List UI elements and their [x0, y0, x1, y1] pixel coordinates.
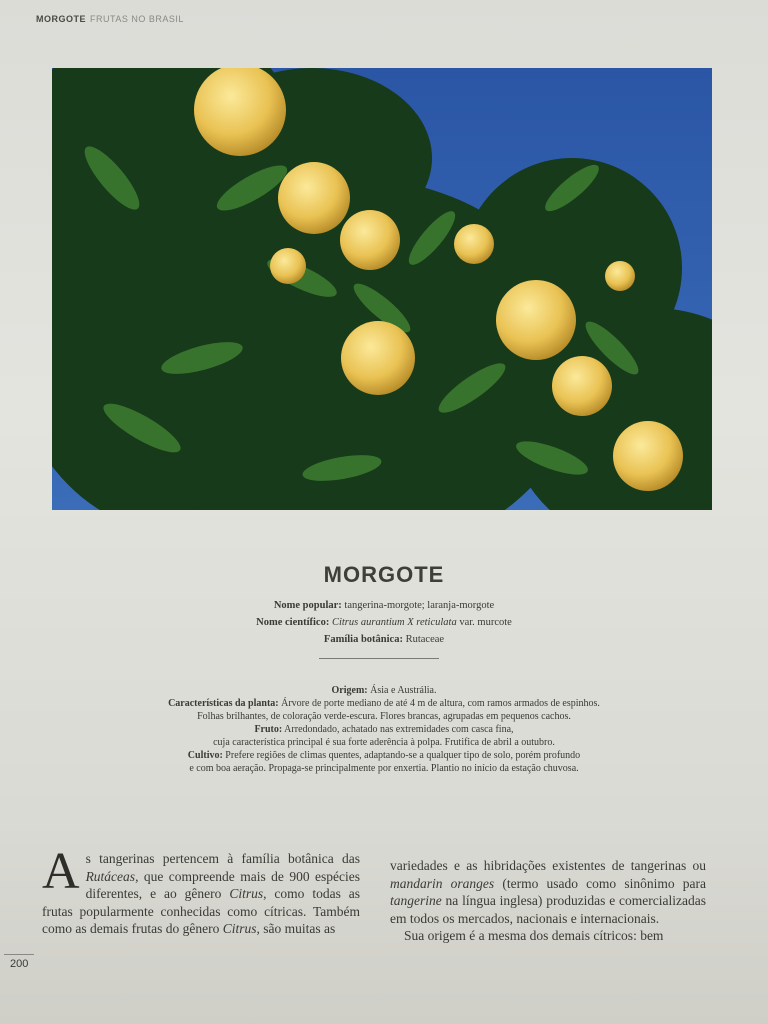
- botanical-family-label: Família botânica:: [323, 634, 403, 645]
- botanical-family-line: [0, 632, 768, 648]
- page-number: 200: [10, 958, 29, 970]
- popular-name-label: Nome popular:: [273, 600, 342, 611]
- body-italic: Rutáceas: [85, 868, 136, 884]
- running-head: [36, 14, 184, 24]
- body-column-left: [42, 843, 360, 938]
- popular-name-value: tangerina-morgote; laranja-morgote: [341, 600, 495, 611]
- origin-label: Origem:: [331, 685, 368, 696]
- popular-name-line: [0, 598, 768, 614]
- cultivation-text-1: Prefere regiões de climas quentes, adaptando-se a qualquer tipo de solo, porém profundo: [222, 750, 581, 761]
- fruit-photo-illustration: [52, 68, 712, 510]
- drop-cap: A: [42, 843, 80, 900]
- page-number-rule: [4, 954, 34, 955]
- fruit-label: Fruto:: [254, 724, 283, 735]
- body-italic: mandarin oranges: [390, 875, 495, 891]
- body-italic: tangerine: [390, 893, 442, 908]
- plant-line-2: Folhas brilhantes, de coloração verde-escura. Flores brancas, agrupadas em pequenos cachos.: [197, 711, 571, 722]
- divider: [319, 658, 439, 659]
- body-italic: Citrus: [222, 921, 257, 936]
- body-text: , que compreende mais de 900 espécies diferentes, e ao gênero: [85, 868, 360, 901]
- body-text: na língua inglesa) produzidas e comercializadas em todos os mercados, nacionais e internacionais.: [390, 893, 706, 926]
- botanical-family-value: Rutaceae: [402, 634, 445, 645]
- plant-line-1: [0, 697, 768, 710]
- body-text: , são muitas as: [256, 921, 336, 936]
- scientific-name-label: Nome científico:: [256, 617, 330, 628]
- body-text: s tangerinas pertencem à família botânica das: [85, 851, 360, 866]
- body-paragraph-right: [390, 857, 706, 927]
- body-text: , como todas as frutas popularmente conhecidas como cítricas. Também como as demais frutas do gênero: [42, 886, 360, 936]
- fruit-text-1: Arredondado, achatado nas extremidades com casca fina,: [282, 724, 514, 735]
- body-paragraph-left: [42, 843, 360, 938]
- origin-value: Ásia e Austrália.: [367, 685, 437, 696]
- plant-label: Características da planta:: [168, 698, 279, 709]
- body-text: variedades e as hibridações existentes de tangerinas ou: [390, 858, 706, 873]
- scientific-name-line: [0, 615, 768, 631]
- origin-line: [0, 684, 768, 697]
- body-paragraph-right-2: Sua origem é a mesma dos demais cítricos: bem: [404, 928, 664, 943]
- fruit-title: MORGOTE: [323, 562, 445, 587]
- body-column-right: [390, 857, 706, 945]
- running-head-section: FRUTAS NO BRASIL: [90, 14, 184, 24]
- details-block: [0, 684, 768, 775]
- body-text: (termo usado como sinônimo para: [494, 875, 706, 891]
- scientific-name-variety: var. murcote: [456, 617, 512, 628]
- plant-text-1: Árvore de porte mediano de até 4 m de altura, com ramos armados de espinhos.: [278, 698, 600, 709]
- cultivation-line-2: e com boa aeração. Propaga-se principalmente por enxertia. Plantio no início da estação chuvosa.: [189, 763, 579, 774]
- running-head-title: MORGOTE: [36, 14, 86, 24]
- body-italic: Citrus: [229, 886, 264, 901]
- fruit-photo: [52, 68, 712, 510]
- fruit-line-2: cuja característica principal é sua forte aderência à polpa. Frutifica de abril a outubro.: [213, 737, 555, 748]
- fruit-line-1: [0, 723, 768, 736]
- scientific-name-value: Citrus aurantium X reticulata: [329, 617, 457, 628]
- cultivation-line-1: [0, 749, 768, 762]
- cultivation-label: Cultivo:: [187, 750, 223, 761]
